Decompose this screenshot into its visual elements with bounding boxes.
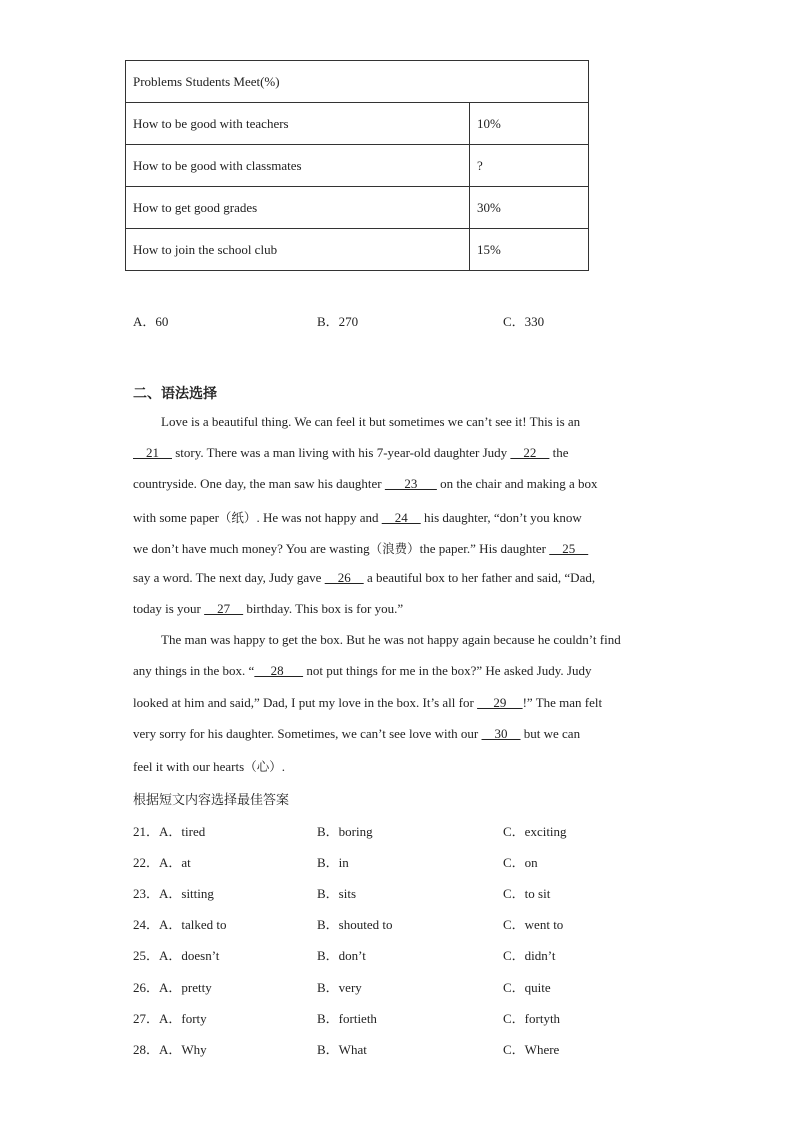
choice-b: B．fortieth bbox=[317, 1011, 377, 1026]
instruction-text: 根据短文内容选择最佳答案 bbox=[133, 793, 290, 808]
passage-line bbox=[133, 601, 403, 617]
blank-30: 30 bbox=[481, 726, 521, 741]
option-c: C．330 bbox=[503, 314, 545, 329]
question-row bbox=[133, 852, 613, 870]
passage-line bbox=[133, 570, 595, 586]
option-a: A．60 bbox=[133, 314, 169, 329]
passage-gloss: （浪费） bbox=[369, 541, 420, 556]
choice-c: C．on bbox=[503, 855, 538, 870]
choice-a: 24．A．talked to bbox=[133, 917, 227, 932]
choice-b: B．in bbox=[317, 855, 349, 870]
choice-b: B．sits bbox=[317, 886, 357, 901]
question-row bbox=[133, 1039, 613, 1057]
choice-a: 26．A．pretty bbox=[133, 980, 212, 995]
choice-a: 22．A．at bbox=[133, 855, 191, 870]
choice-c: C．to sit bbox=[503, 886, 551, 901]
passage-text: feel it with our hearts bbox=[133, 759, 245, 774]
blank-22: 22 bbox=[510, 445, 550, 460]
passage-text: with some paper bbox=[133, 510, 219, 525]
choice-c: C．exciting bbox=[503, 824, 567, 839]
passage-text: very sorry for his daughter. Sometimes, we can’t see love with our bbox=[133, 726, 482, 741]
passage-text: say a word. The next day, Judy gave bbox=[133, 570, 325, 585]
choice-b: B．What bbox=[317, 1042, 367, 1057]
passage-text: a beautiful box to her father and said, “Dad, bbox=[363, 570, 596, 585]
passage-line bbox=[133, 695, 602, 711]
blank-25: 25 bbox=[549, 541, 589, 556]
question-row bbox=[133, 1008, 613, 1026]
row-value: 10% bbox=[470, 103, 589, 145]
choice-a: 28．A．Why bbox=[133, 1042, 207, 1057]
passage-text: The man was happy to get the box. But he was not happy again because he couldn’t find bbox=[161, 632, 621, 647]
choice-b: B．don’t bbox=[317, 948, 366, 963]
passage-line bbox=[133, 508, 582, 526]
table-row bbox=[126, 229, 589, 271]
passage-text: the bbox=[549, 445, 569, 460]
passage-text: story. There was a man living with his 7-year-old daughter Judy bbox=[172, 445, 511, 460]
question-row bbox=[133, 914, 613, 932]
row-label: How to get good grades bbox=[126, 187, 470, 229]
passage-line bbox=[133, 539, 588, 557]
table-header: Problems Students Meet(%) bbox=[126, 61, 589, 103]
passage-text: not put things for me in the box?” He asked Judy. Judy bbox=[303, 663, 592, 678]
section-title: 二、语法选择 bbox=[133, 386, 217, 402]
choice-c: C．quite bbox=[503, 980, 551, 995]
choice-b: B．very bbox=[317, 980, 362, 995]
row-value: 15% bbox=[470, 229, 589, 271]
passage-text: but we can bbox=[520, 726, 581, 741]
choice-c: C．fortyth bbox=[503, 1011, 561, 1026]
passage-text: we don’t have much money? You are wasting bbox=[133, 541, 370, 556]
choice-a: 23．A．sitting bbox=[133, 886, 214, 901]
survey-table bbox=[125, 60, 589, 271]
row-label: How to be good with teachers bbox=[126, 103, 470, 145]
question-row bbox=[133, 977, 613, 995]
choice-a: 25．A．doesn’t bbox=[133, 948, 220, 963]
choice-c: C．Where bbox=[503, 1042, 560, 1057]
choice-c: C．went to bbox=[503, 917, 564, 932]
choice-c: C．didn’t bbox=[503, 948, 556, 963]
question-row bbox=[133, 945, 613, 963]
passage-text: on the chair and making a box bbox=[436, 476, 598, 491]
choice-b: B．boring bbox=[317, 824, 373, 839]
passage-line bbox=[133, 726, 580, 742]
choice-b: B．shouted to bbox=[317, 917, 393, 932]
blank-24: 24 bbox=[381, 510, 421, 525]
choice-a: 21．A．tired bbox=[133, 824, 206, 839]
passage-text: . He was not happy and bbox=[256, 510, 382, 525]
passage-text: . bbox=[281, 759, 285, 774]
passage-text: the paper.” His daughter bbox=[419, 541, 550, 556]
passage-line bbox=[161, 414, 580, 430]
passage-line bbox=[133, 757, 285, 775]
question-row bbox=[133, 821, 613, 839]
blank-29: 29 bbox=[477, 695, 523, 710]
passage-line bbox=[161, 632, 621, 648]
passage-text: birthday. This box is for you.” bbox=[243, 601, 404, 616]
table-row bbox=[126, 145, 589, 187]
choice-a: 27．A．forty bbox=[133, 1011, 207, 1026]
table-header-row bbox=[126, 61, 589, 103]
passage-line bbox=[133, 445, 569, 461]
option-b: B．270 bbox=[317, 314, 359, 329]
question-row bbox=[133, 883, 613, 901]
blank-27: 27 bbox=[204, 601, 244, 616]
blank-26: 26 bbox=[324, 570, 364, 585]
passage-text: countryside. One day, the man saw his daughter bbox=[133, 476, 385, 491]
passage-text: today is your bbox=[133, 601, 205, 616]
row-label: How to join the school club bbox=[126, 229, 470, 271]
row-label: How to be good with classmates bbox=[126, 145, 470, 187]
passage-text: Love is a beautiful thing. We can feel it but sometimes we can’t see it! This is an bbox=[161, 414, 581, 429]
row-value: 30% bbox=[470, 187, 589, 229]
passage-text: looked at him and said,” Dad, I put my love in the box. It’s all for bbox=[133, 695, 478, 710]
passage-gloss: （心） bbox=[244, 759, 282, 774]
blank-23: 23 bbox=[384, 476, 437, 491]
passage-text: !” The man felt bbox=[522, 695, 603, 710]
blank-28: 28 bbox=[254, 663, 304, 678]
passage-text: any things in the box. “ bbox=[133, 663, 255, 678]
row-value: ? bbox=[470, 145, 589, 187]
table-row bbox=[126, 187, 589, 229]
passage-line bbox=[133, 663, 591, 679]
passage-gloss: （纸） bbox=[218, 510, 257, 525]
passage-text: his daughter, “don’t you know bbox=[420, 510, 582, 525]
table-row bbox=[126, 103, 589, 145]
blank-21: 21 bbox=[133, 445, 172, 460]
passage-line bbox=[133, 476, 598, 492]
